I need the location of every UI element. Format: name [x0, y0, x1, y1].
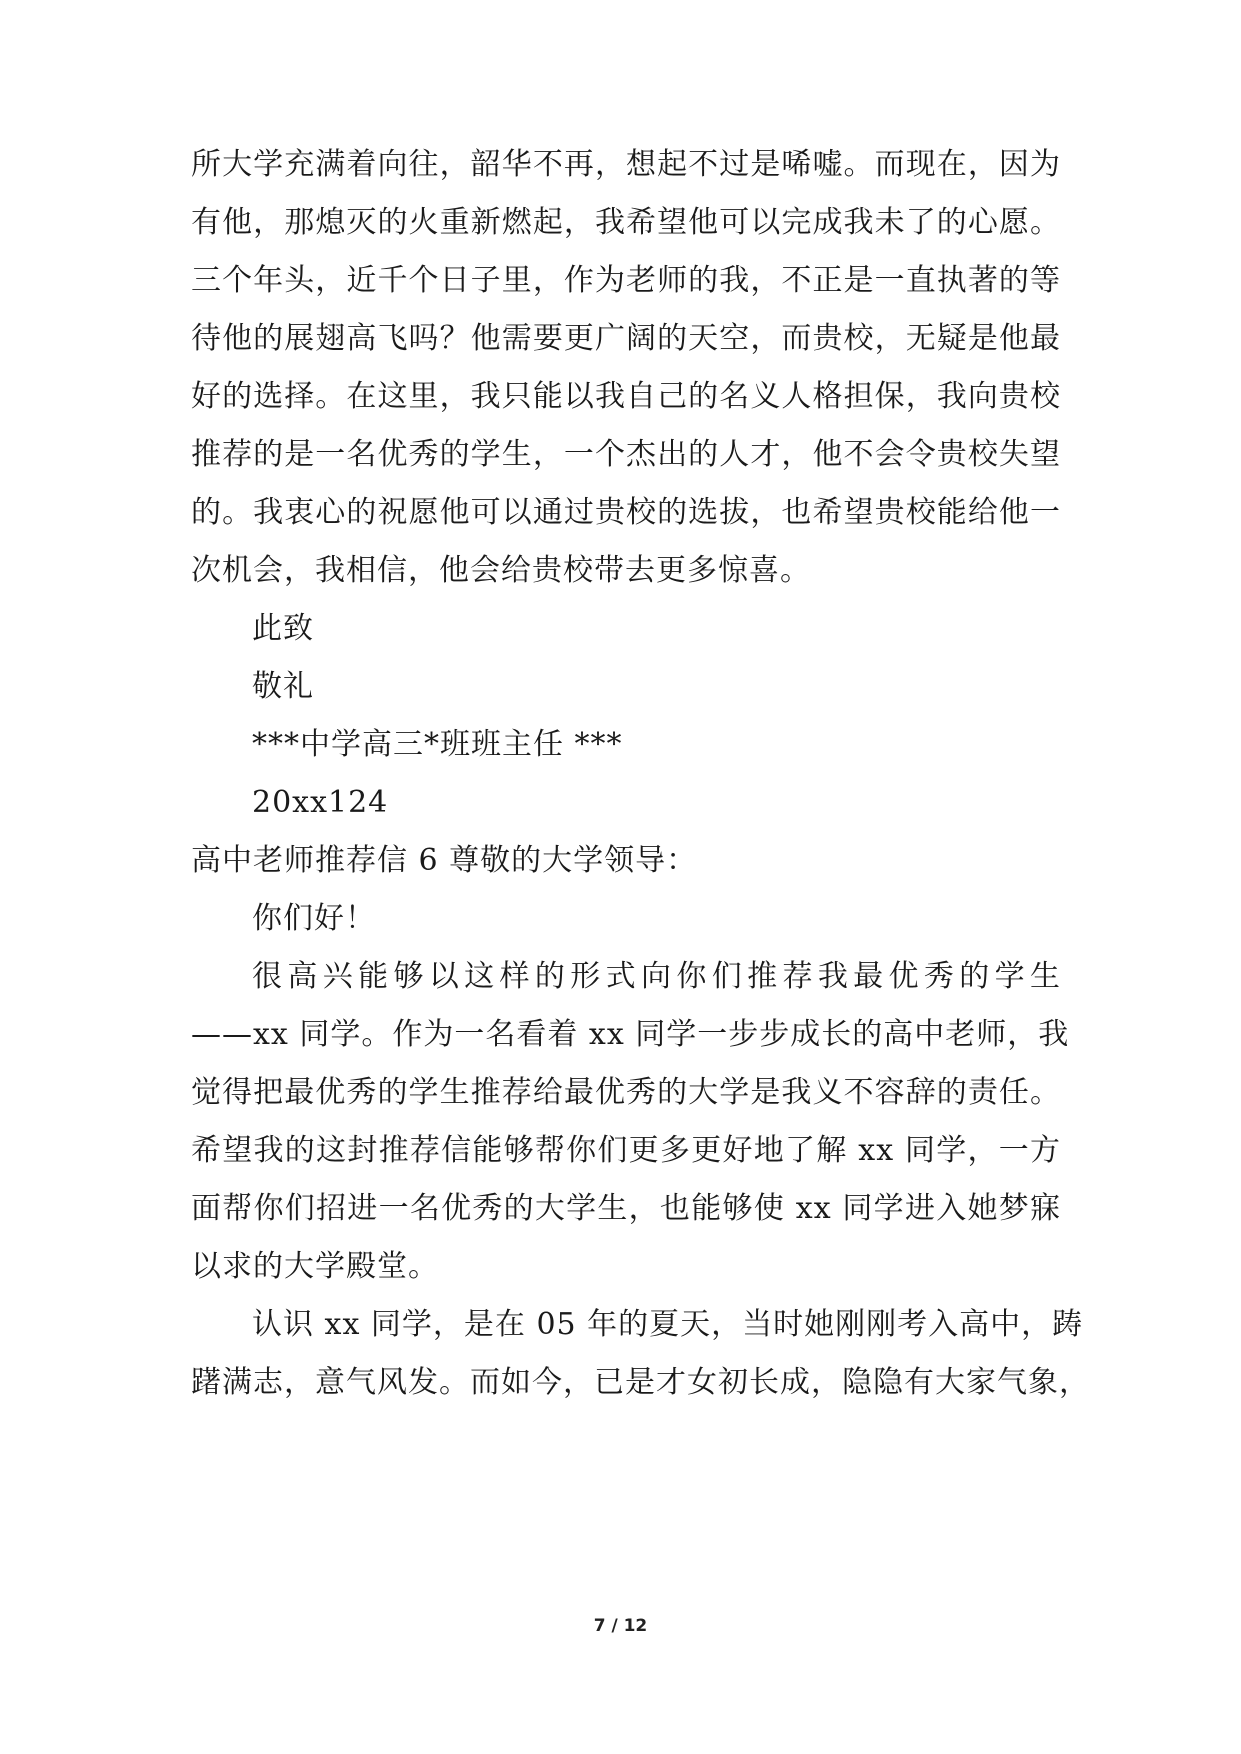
- body-text-line: ——xx 同学。作为一名看着 xx 同学一步步成长的高中老师，我: [191, 1017, 1070, 1052]
- body-text-line: 待他的展翅高飞吗？他需要更广阔的天空，而贵校，无疑是他最: [191, 321, 1061, 356]
- letter-date: 20xx124: [252, 785, 389, 820]
- body-text-line: 所大学充满着向往，韶华不再，想起不过是唏嘘。而现在，因为: [191, 147, 1061, 182]
- body-text-line: 面帮你们招进一名优秀的大学生，也能够使 xx 同学进入她梦寐: [191, 1191, 1061, 1226]
- body-text-line: 有他，那熄灭的火重新燃起，我希望他可以完成我未了的心愿。: [191, 205, 1061, 240]
- body-text-line: 躇满志，意气风发。而如今，已是才女初长成，隐隐有大家气象，: [191, 1365, 1090, 1400]
- letter-greeting: 你们好！: [252, 901, 376, 936]
- body-text-line: 好的选择。在这里，我只能以我自己的名义人格担保，我向贵校: [191, 379, 1061, 414]
- body-text-line: 推荐的是一名优秀的学生，一个杰出的人才，他不会令贵校失望: [191, 437, 1061, 472]
- body-text-line: 很高兴能够以这样的形式向你们推荐我最优秀的学生: [252, 959, 1061, 994]
- body-text-line: 的。我衷心的祝愿他可以通过贵校的选拔，也希望贵校能给他一: [191, 495, 1061, 530]
- letter-heading: 高中老师推荐信 6 尊敬的大学领导：: [191, 843, 698, 878]
- body-text-line: 希望我的这封推荐信能够帮你们更多更好地了解 xx 同学，一方: [191, 1133, 1061, 1168]
- page-number: 7 / 12: [593, 1616, 648, 1636]
- closing-regards: 敬礼: [252, 669, 314, 704]
- body-text-line: 以求的大学殿堂。: [191, 1249, 439, 1284]
- closing-salutation: 此致: [252, 611, 314, 646]
- body-text-line: 认识 xx 同学，是在 05 年的夏天，当时她刚刚考入高中，踌: [252, 1307, 1084, 1342]
- body-text-line: 次机会，我相信，他会给贵校带去更多惊喜。: [191, 553, 811, 588]
- signature: ***中学高三*班班主任 ***: [252, 727, 623, 762]
- body-text-line: 觉得把最优秀的学生推荐给最优秀的大学是我义不容辞的责任。: [191, 1075, 1061, 1110]
- body-text-line: 三个年头，近千个日子里，作为老师的我，不正是一直执著的等: [191, 263, 1061, 298]
